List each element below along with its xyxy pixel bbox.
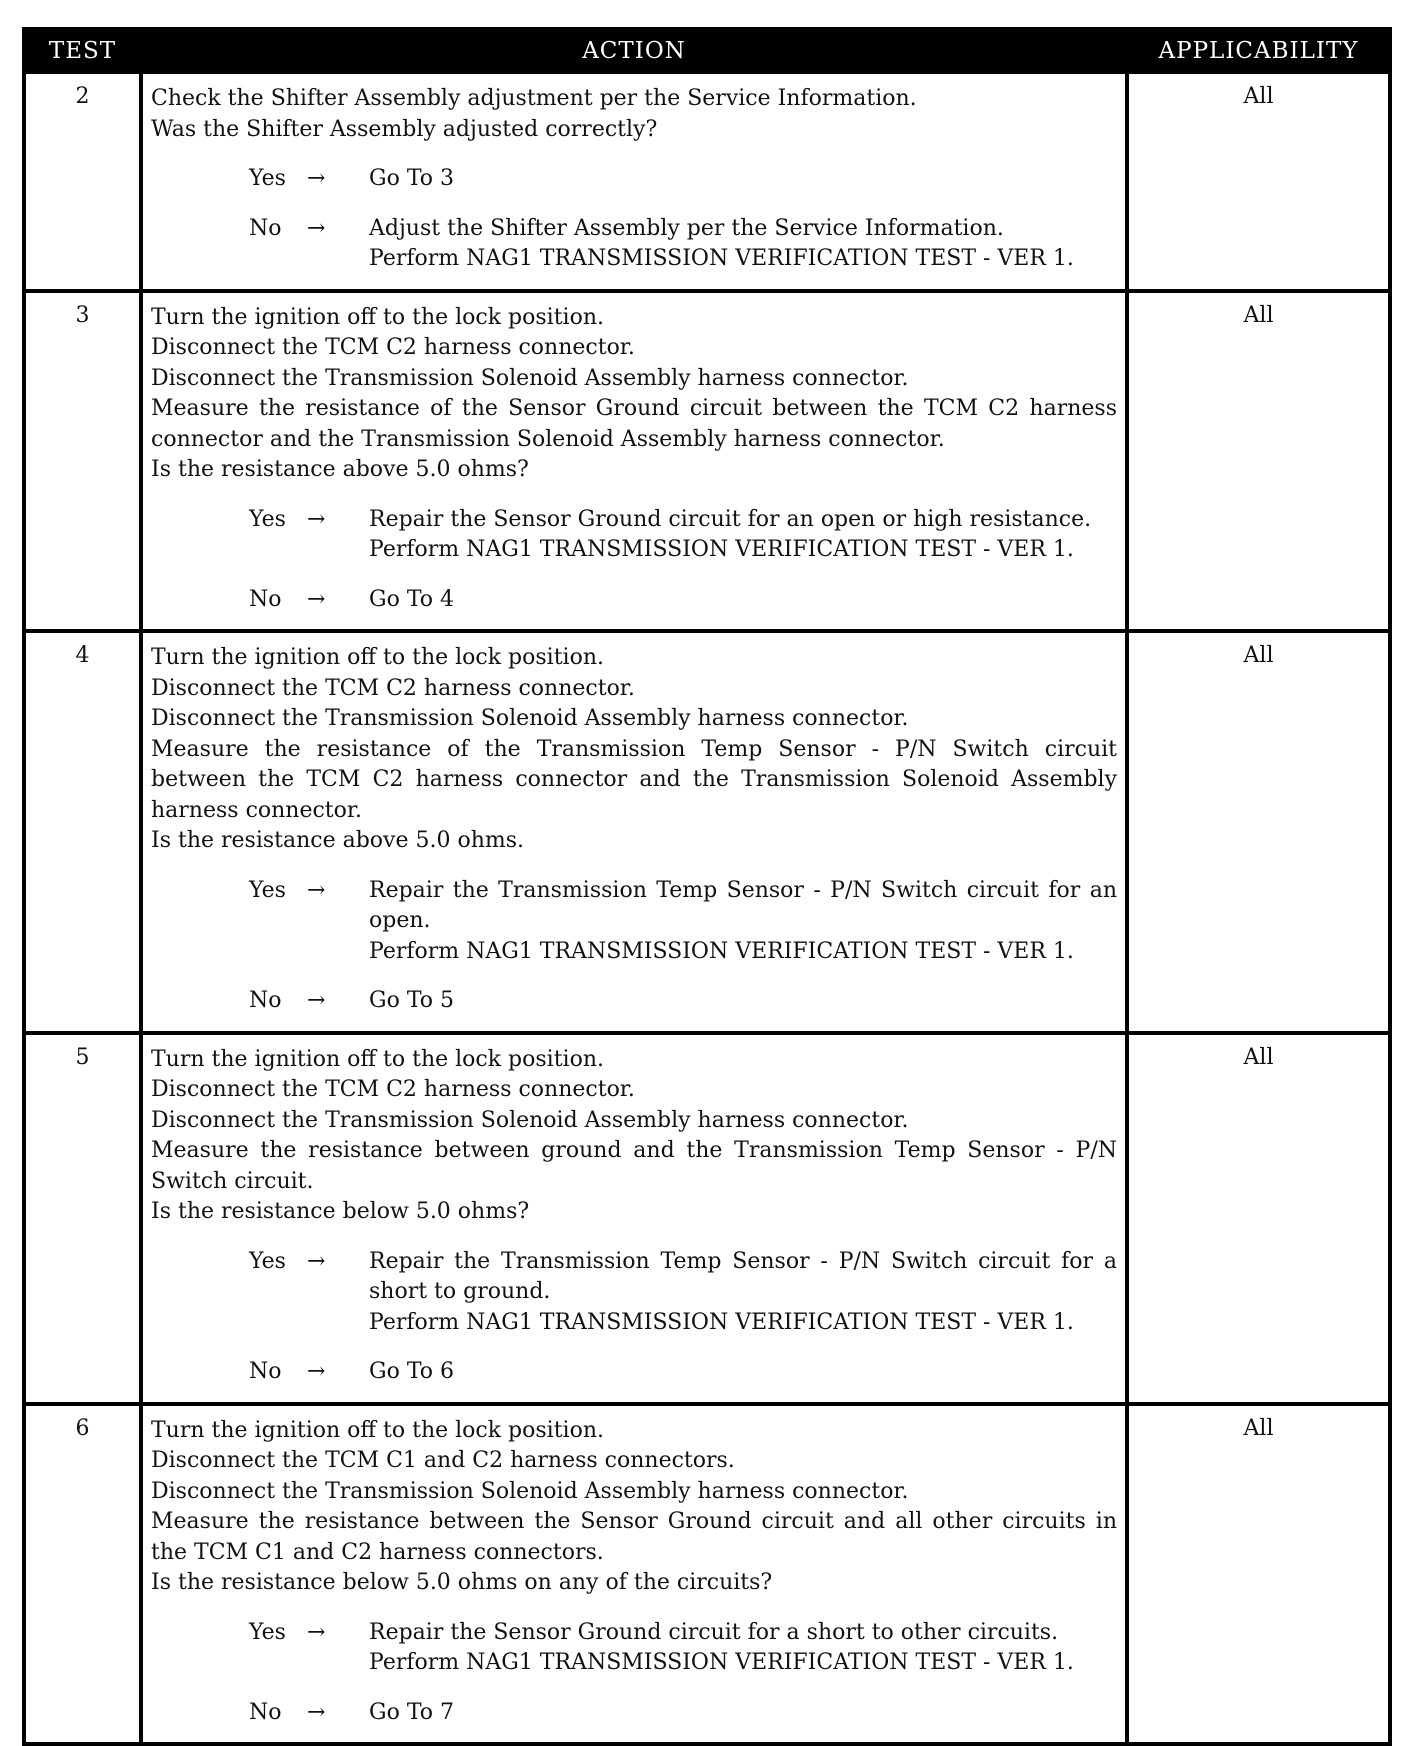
arrow-icon: → <box>307 877 326 903</box>
result-line: Perform NAG1 TRANSMISSION VERIFICATION TEST - VER 1. <box>369 246 1074 271</box>
option-result <box>353 1618 1117 1679</box>
table-row <box>24 1404 1390 1745</box>
test-number: 2 <box>24 72 141 291</box>
question-line: Disconnect the TCM C2 harness connector. <box>151 335 635 360</box>
question-line: Disconnect the Transmission Solenoid Assembly harness connector. <box>151 1107 909 1133</box>
arrow-icon: → <box>307 166 326 191</box>
option-result <box>353 585 1117 616</box>
result-line: Repair the Transmission Temp Sensor - P/N Switch circuit for a short to ground. <box>369 1248 1117 1304</box>
arrow-icon: → <box>307 215 326 241</box>
arrow-icon: → <box>307 506 326 532</box>
option-label: Yes <box>249 1248 286 1274</box>
question-line: Disconnect the Transmission Solenoid Assembly harness connector. <box>151 1478 909 1504</box>
diagnostic-test-page <box>22 27 1388 1746</box>
question-line: Disconnect the TCM C1 and C2 harness connectors. <box>151 1448 735 1473</box>
result-line: Go To 6 <box>369 1359 455 1384</box>
question-line: Turn the ignition off to the lock position. <box>151 1417 604 1443</box>
question-line: Is the resistance above 5.0 ohms? <box>151 457 529 482</box>
result-line: Perform NAG1 TRANSMISSION VERIFICATION TEST - VER 1. <box>369 1650 1074 1675</box>
applicability-cell: All <box>1127 1404 1390 1745</box>
question-line: Disconnect the Transmission Solenoid Assembly harness connector. <box>151 706 909 731</box>
action-cell <box>141 72 1127 291</box>
option-label: No <box>249 215 282 241</box>
question-line: Is the resistance below 5.0 ohms? <box>151 1199 530 1224</box>
question-line: Measure the resistance of the Transmission Temp Sensor - P/N Switch circuit between the TCM C2 harness connector and the Transmission Solenoid Assembly harness connector. <box>151 736 1117 823</box>
option-no <box>151 1698 1117 1729</box>
action-cell <box>141 631 1127 1033</box>
result-line: Repair the Transmission Temp Sensor - P/N Switch circuit for an open. <box>369 877 1117 933</box>
option-yes <box>151 876 1117 968</box>
option-result <box>353 1247 1117 1339</box>
option-label: Yes <box>249 877 286 903</box>
option-result <box>353 164 1117 195</box>
applicability-cell: All <box>1127 631 1390 1033</box>
action-cell <box>141 291 1127 632</box>
table-header-row <box>24 29 1390 72</box>
question-line: Disconnect the TCM C2 harness connector. <box>151 675 635 701</box>
option-result <box>353 1357 1117 1388</box>
result-line: Go To 7 <box>369 1699 455 1725</box>
action-question <box>151 84 1117 145</box>
action-question <box>151 643 1117 857</box>
arrow-icon: → <box>307 988 326 1013</box>
question-line: Measure the resistance between the Sensor Ground circuit and all other circuits in the TCM C1 and C2 harness connectors. <box>151 1509 1117 1565</box>
action-question <box>151 1045 1117 1228</box>
option-yes <box>151 505 1117 566</box>
question-line: Measure the resistance of the Sensor Ground circuit between the TCM C2 harness connector and the Transmission Solenoid Assembly harness connector. <box>151 396 1117 452</box>
table-row <box>24 291 1390 632</box>
option-label: No <box>249 988 282 1013</box>
table-row <box>24 72 1390 291</box>
table-row <box>24 631 1390 1033</box>
question-line: Check the Shifter Assembly adjustment per the Service Information. <box>151 86 917 111</box>
question-line: Turn the ignition off to the lock position. <box>151 304 604 330</box>
test-number: 5 <box>24 1033 141 1404</box>
result-line: Go To 5 <box>369 988 455 1013</box>
question-line: Is the resistance below 5.0 ohms on any of the circuits? <box>151 1570 773 1595</box>
result-line: Go To 4 <box>369 586 455 612</box>
diagnostic-test-table <box>22 27 1392 1746</box>
result-line: Repair the Sensor Ground circuit for an open or high resistance. <box>369 506 1092 532</box>
arrow-icon: → <box>307 1699 326 1725</box>
header-applicability: APPLICABILITY <box>1127 29 1390 72</box>
applicability-cell: All <box>1127 291 1390 632</box>
arrow-icon: → <box>307 586 326 612</box>
applicability-cell: All <box>1127 1033 1390 1404</box>
option-label: No <box>249 1699 282 1725</box>
question-line: Turn the ignition off to the lock position. <box>151 1046 604 1072</box>
result-line: Repair the Sensor Ground circuit for a short to other circuits. <box>369 1619 1059 1645</box>
question-line: Disconnect the TCM C2 harness connector. <box>151 1077 635 1102</box>
option-result <box>353 214 1117 275</box>
option-yes <box>151 164 1117 195</box>
test-number: 6 <box>24 1404 141 1745</box>
option-result <box>353 505 1117 566</box>
action-question <box>151 303 1117 486</box>
test-number: 4 <box>24 631 141 1033</box>
test-number: 3 <box>24 291 141 632</box>
option-yes <box>151 1247 1117 1339</box>
option-label: Yes <box>249 1619 286 1645</box>
option-label: Yes <box>249 166 286 191</box>
arrow-icon: → <box>307 1359 326 1384</box>
option-yes <box>151 1618 1117 1679</box>
result-line: Adjust the Shifter Assembly per the Service Information. <box>369 215 1004 241</box>
option-no <box>151 214 1117 275</box>
header-test: TEST <box>24 29 141 72</box>
question-line: Was the Shifter Assembly adjusted correctly? <box>151 116 658 142</box>
action-question <box>151 1416 1117 1599</box>
option-no <box>151 585 1117 616</box>
option-label: No <box>249 586 282 612</box>
result-line: Go To 3 <box>369 166 455 191</box>
option-no <box>151 1357 1117 1388</box>
option-label: Yes <box>249 506 286 532</box>
arrow-icon: → <box>307 1619 326 1645</box>
result-line: Perform NAG1 TRANSMISSION VERIFICATION TEST - VER 1. <box>369 938 1074 964</box>
question-line: Measure the resistance between ground and the Transmission Temp Sensor - P/N Switch circuit. <box>151 1138 1117 1194</box>
result-line: Perform NAG1 TRANSMISSION VERIFICATION TEST - VER 1. <box>369 1309 1074 1335</box>
option-result <box>353 876 1117 968</box>
question-line: Disconnect the Transmission Solenoid Assembly harness connector. <box>151 365 909 391</box>
action-cell <box>141 1404 1127 1745</box>
option-result <box>353 1698 1117 1729</box>
option-result <box>353 986 1117 1017</box>
action-cell <box>141 1033 1127 1404</box>
option-label: No <box>249 1359 282 1384</box>
arrow-icon: → <box>307 1248 326 1274</box>
option-no <box>151 986 1117 1017</box>
applicability-cell: All <box>1127 72 1390 291</box>
result-line: Perform NAG1 TRANSMISSION VERIFICATION TEST - VER 1. <box>369 537 1074 562</box>
question-line: Turn the ignition off to the lock position. <box>151 645 604 670</box>
table-row <box>24 1033 1390 1404</box>
question-line: Is the resistance above 5.0 ohms. <box>151 828 525 853</box>
header-action: ACTION <box>141 29 1127 72</box>
